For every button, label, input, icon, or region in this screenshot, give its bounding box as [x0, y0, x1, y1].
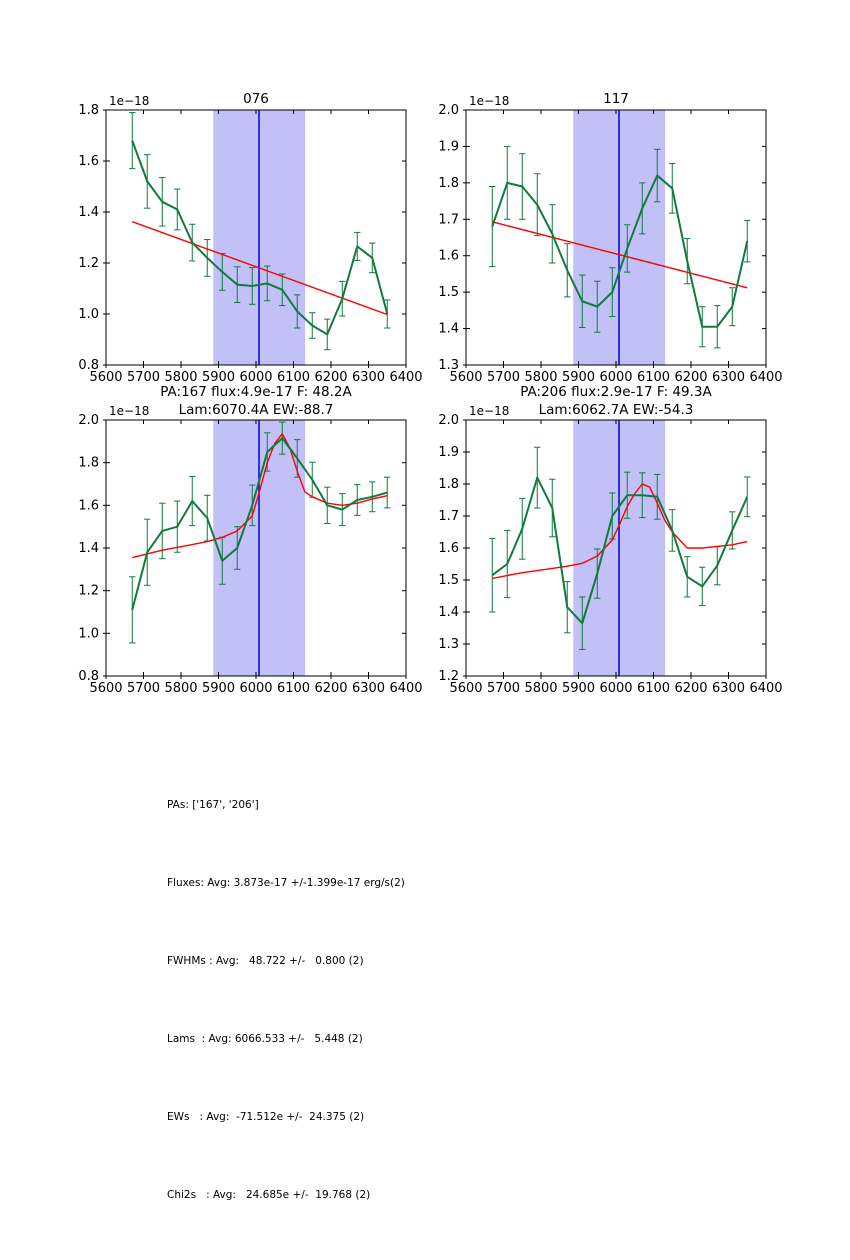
- axis-text: 6400: [389, 370, 423, 385]
- axis-offset-label: 1e−18: [109, 94, 150, 108]
- axis-text: 5600: [89, 370, 123, 385]
- axis-text: 2.0: [438, 413, 459, 428]
- axis-text: 1.8: [438, 175, 459, 191]
- axis-text: 6200: [674, 370, 708, 385]
- axis-text: 5900: [561, 370, 596, 385]
- axis-offset-label: 1e−18: [469, 94, 510, 108]
- axis-text: 1.6: [78, 498, 99, 514]
- axis-text: 6000: [239, 681, 273, 696]
- axis-text: 5700: [126, 370, 161, 385]
- axis-text: 6200: [314, 370, 348, 385]
- axis-text: 1.6: [78, 154, 99, 169]
- axis-text: 1.4: [438, 321, 459, 337]
- axis-text: 5900: [201, 370, 236, 385]
- axis-text: 5600: [449, 681, 483, 696]
- axis-text: 1.0: [78, 307, 99, 322]
- axis-text: 1.4: [78, 205, 99, 220]
- stats-line-lams: Lams : Avg: 6066.533 +/- 5.448 (2): [167, 1033, 363, 1045]
- axis-text: 1.8: [78, 103, 99, 118]
- axis-text: 6300: [351, 370, 386, 385]
- axis-text: 6100: [276, 681, 311, 696]
- axis-text: 6200: [674, 681, 708, 696]
- axis-text: 1.3: [438, 358, 459, 373]
- axis-text: 5800: [524, 370, 558, 385]
- axis-text: 1.2: [438, 669, 459, 684]
- axis-text: 0.8: [78, 669, 99, 684]
- axis-text: 1.8: [78, 455, 99, 471]
- axis-text: 6000: [239, 370, 273, 385]
- axis-text: 6400: [749, 681, 783, 696]
- axis-text: 1.2: [78, 256, 99, 271]
- plot-title-line1: PA:167 flux:4.9e-17 F: 48.2A: [160, 384, 352, 400]
- axis-text: 5600: [89, 681, 123, 696]
- axis-text: 1.4: [78, 541, 99, 556]
- axis-text: 2.0: [78, 413, 99, 428]
- axis-text: 1.9: [438, 139, 459, 155]
- axis-text: 1.6: [438, 248, 459, 264]
- plot-title-line2: Lam:6062.7A EW:-54.3: [538, 402, 694, 418]
- axis-text: 6300: [711, 370, 746, 385]
- axis-text: 5800: [524, 681, 558, 696]
- axis-text: 1.4: [438, 605, 459, 620]
- plot-117: [438, 91, 782, 385]
- plot-title: 117: [603, 91, 629, 107]
- plot-title-line1: PA:206 flux:2.9e-17 F: 49.3A: [520, 384, 712, 400]
- axis-text: 5700: [486, 370, 521, 385]
- axis-text: 6000: [599, 681, 633, 696]
- axis-text: 5800: [164, 681, 198, 696]
- axis-text: 6000: [599, 370, 633, 385]
- axis-text: 5600: [449, 370, 483, 385]
- axis-text: 6200: [314, 681, 348, 696]
- axis-text: 6100: [276, 370, 311, 385]
- axis-text: 2.0: [438, 103, 459, 118]
- stats-block: [167, 740, 405, 1260]
- plot-pa167: [78, 384, 422, 696]
- axis-text: 5900: [561, 681, 596, 696]
- axis-text: 6400: [749, 370, 783, 385]
- stats-line-fwhms: FWHMs : Avg: 48.722 +/- 0.800 (2): [167, 955, 364, 967]
- axis-text: 6100: [636, 681, 671, 696]
- stats-line-chi2s: Chi2s : Avg: 24.685e +/- 19.768 (2): [167, 1189, 371, 1201]
- axis-text: 1.3: [438, 637, 459, 652]
- axis-text: 0.8: [78, 358, 99, 373]
- axis-text: 5700: [126, 681, 161, 696]
- plot-title: 076: [243, 91, 269, 107]
- axis-text: 1.0: [78, 626, 99, 642]
- stats-line-pas: PAs: ['167', '206']: [167, 799, 259, 811]
- plot-076: [78, 91, 422, 385]
- axis-text: 6300: [351, 681, 386, 696]
- axis-text: 5700: [486, 681, 521, 696]
- plot-pa206: [438, 384, 782, 696]
- axis-text: 1.7: [438, 212, 459, 228]
- axis-text: 1.2: [78, 583, 99, 599]
- axis-offset-label: 1e−18: [109, 404, 150, 418]
- axis-text: 1.6: [438, 541, 459, 556]
- axis-text: 1.7: [438, 509, 459, 524]
- axis-text: 6400: [389, 681, 423, 696]
- axis-text: 1.5: [438, 285, 459, 301]
- axis-text: 6100: [636, 370, 671, 385]
- axis-text: 1.9: [438, 445, 459, 460]
- axis-text: 1.8: [438, 477, 459, 492]
- axis-text: 5800: [164, 370, 198, 385]
- axis-offset-label: 1e−18: [469, 404, 510, 418]
- stats-line-fluxes: Fluxes: Avg: 3.873e-17 +/-1.399e-17 erg/s(2): [167, 877, 405, 889]
- plot-title-line2: Lam:6070.4A EW:-88.7: [178, 402, 334, 418]
- axis-text: 1.5: [438, 573, 459, 588]
- stats-line-ews: EWs : Avg: -71.512e +/- 24.375 (2): [167, 1111, 365, 1123]
- axis-text: 6300: [711, 681, 746, 696]
- axis-text: 5900: [201, 681, 236, 696]
